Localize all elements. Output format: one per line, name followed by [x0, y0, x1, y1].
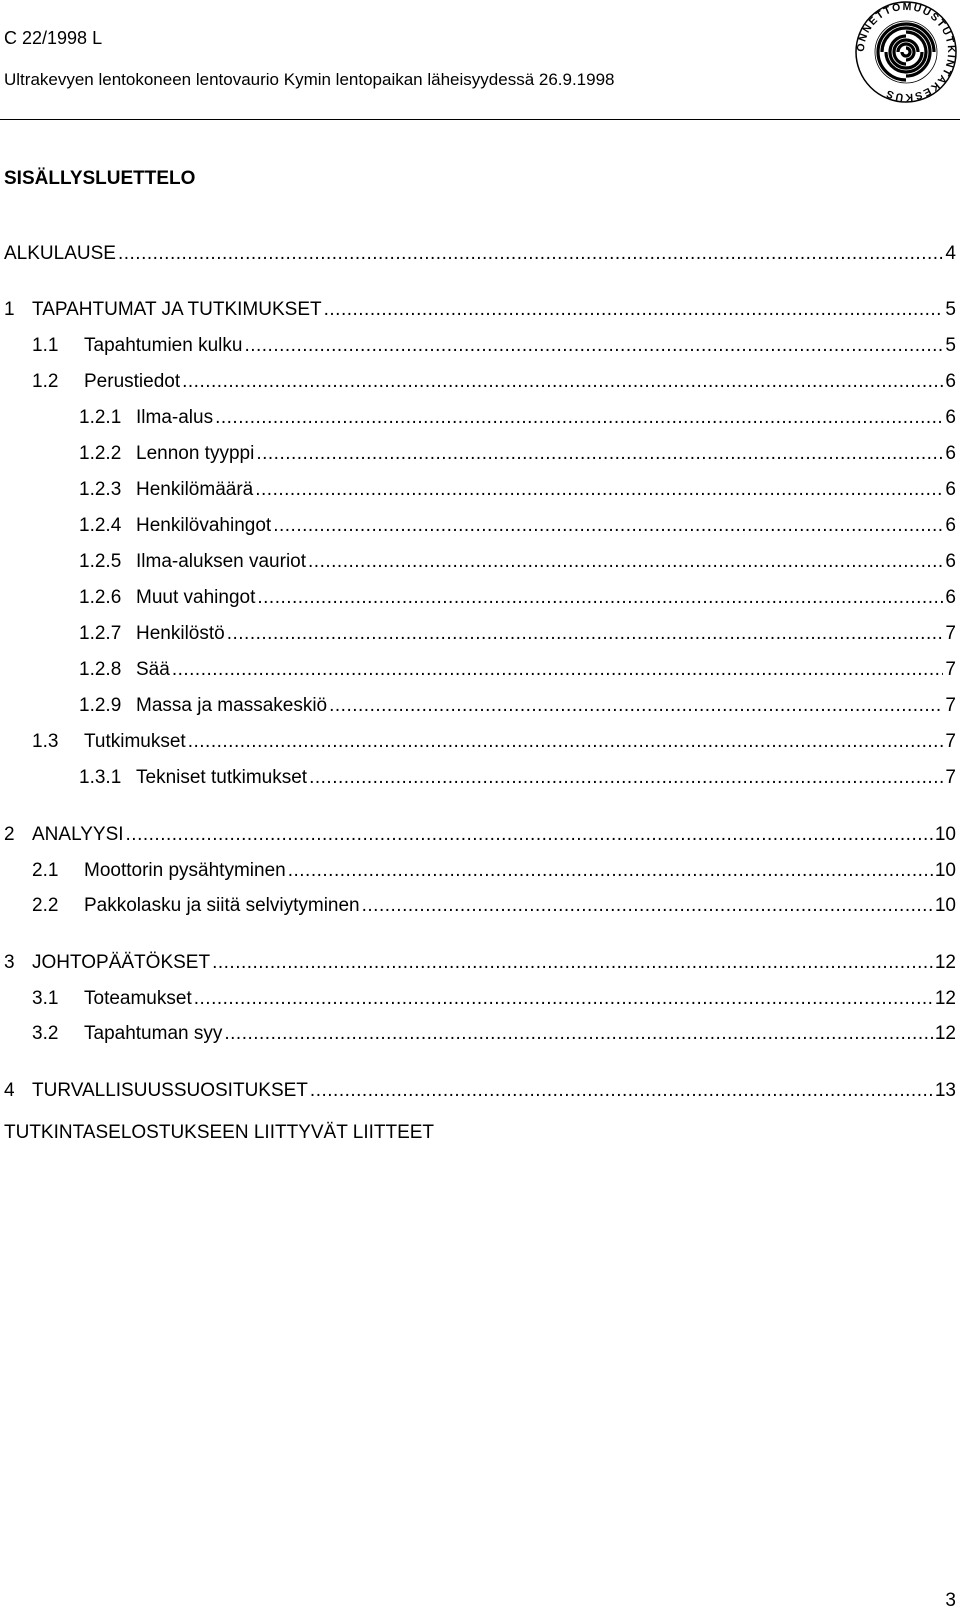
toc-entry-leader-dots [309, 765, 943, 791]
toc-entry-title: Moottorin pysähtyminen [84, 860, 286, 881]
toc-entry-leader-dots [324, 297, 944, 323]
toc-entry-title: ANALYYSI [32, 824, 124, 845]
toc-entry-leader-dots [256, 441, 943, 467]
toc-entry-line [84, 986, 933, 1012]
toc-entry-leader-dots [194, 986, 933, 1012]
toc-entry [0, 950, 960, 976]
toc-entry-leader-dots [310, 1078, 933, 1104]
toc-entry-page: 7 [945, 731, 956, 752]
toc-entry-number: 1 [4, 299, 15, 320]
toc-entry-title: ALKULAUSE [4, 243, 116, 264]
toc-entry-page: 4 [945, 243, 956, 264]
toc-entry-page: 12 [934, 988, 956, 1009]
toc-entry-number: 3 [4, 952, 15, 973]
toc-entry [0, 441, 960, 467]
toc-entry-line [4, 241, 943, 267]
logo-text: ONNETTOMUUSTUTKINTAKESKUS [854, 0, 958, 104]
toc-entry-page: 5 [945, 299, 956, 320]
toc-entry-line [136, 765, 943, 791]
toc-entry-title: Henkilöstö [136, 623, 225, 644]
toc-entry-line [84, 1021, 933, 1047]
toc-entry [0, 621, 960, 647]
toc-entry-leader-dots [362, 893, 933, 919]
onnettomuustutkintakeskus-logo-icon [854, 0, 958, 104]
toc-entry-line [136, 513, 943, 539]
toc-entry-page: 6 [945, 587, 956, 608]
toc-entry-line [136, 693, 943, 719]
toc-entry-leader-dots [212, 950, 933, 976]
toc-entry-leader-dots [273, 513, 943, 539]
toc-entry-title: Tutkimukset [84, 731, 186, 752]
toc-appendix: TUTKINTASELOSTUKSEEN LIITTYVÄT LIITTEET [4, 1122, 435, 1143]
toc-entry-number: 1.2.6 [79, 587, 122, 608]
toc-entry-title: Ilma-aluksen vauriot [136, 551, 307, 572]
toc-entry-number: 1.2.9 [79, 695, 122, 716]
page-header [0, 0, 960, 122]
toc-entry-page: 10 [934, 860, 956, 881]
toc-entry [0, 1078, 960, 1104]
toc-entry-title: Perustiedot [84, 371, 181, 392]
toc-entry [0, 729, 960, 755]
toc-entry-number: 1.3.1 [79, 767, 122, 788]
toc-entry-title: Lennon tyyppi [136, 443, 255, 464]
toc-entry-number: 1.1 [32, 335, 59, 356]
toc-entry [0, 549, 960, 575]
toc-entry-leader-dots [329, 693, 943, 719]
toc-entry-leader-dots [188, 729, 944, 755]
toc-entry-line [32, 297, 943, 323]
toc-entry-leader-dots [126, 822, 933, 848]
toc-entry-line [136, 477, 943, 503]
toc-entry-line [32, 950, 933, 976]
toc-entry-number: 2 [4, 824, 15, 845]
toc-entry-leader-dots [257, 585, 943, 611]
toc-entry [0, 893, 960, 919]
toc-entry-number: 1.2.4 [79, 515, 122, 536]
toc-entry-title: Massa ja massakeskiö [136, 695, 328, 716]
toc-entry-title: Sää [136, 659, 170, 680]
toc-entry-number: 3.1 [32, 988, 59, 1009]
toc-entry-line [84, 333, 943, 359]
toc-entry-title: Muut vahingot [136, 587, 256, 608]
toc-entry-page: 6 [945, 371, 956, 392]
toc-entry-title: Tekniset tutkimukset [136, 767, 308, 788]
toc-entry-leader-dots [244, 333, 943, 359]
toc-entry-line [32, 822, 933, 848]
toc-entry-page: 10 [934, 824, 956, 845]
toc-entry-page: 6 [945, 551, 956, 572]
toc-entry-line [84, 858, 933, 884]
toc-entry-leader-dots [255, 477, 943, 503]
toc-entry-title: Pakkolasku ja siitä selviytyminen [84, 895, 360, 916]
toc-entry [0, 1021, 960, 1047]
toc-entry-title: Henkilövahingot [136, 515, 272, 536]
toc-entry-line [136, 549, 943, 575]
toc-entry-title: TURVALLISUUSSUOSITUKSET [32, 1080, 308, 1101]
toc-entry-page: 6 [945, 443, 956, 464]
toc-entry [0, 585, 960, 611]
toc-entry-title: Tapahtuman syy [84, 1023, 223, 1044]
toc-entry-line [84, 729, 943, 755]
toc-entry-page: 6 [945, 479, 956, 500]
toc-entry [0, 986, 960, 1012]
toc-entry [0, 477, 960, 503]
toc-entry-number: 1.2.1 [79, 407, 122, 428]
toc-entry-title: JOHTOPÄÄTÖKSET [32, 952, 211, 973]
toc-entry [0, 297, 960, 323]
report-code: C 22/1998 L [4, 28, 103, 48]
toc-entry [0, 405, 960, 431]
toc-entry-title: Toteamukset [84, 988, 192, 1009]
toc-entry [0, 333, 960, 359]
toc-entry [0, 858, 960, 884]
toc-entry-title: Henkilömäärä [136, 479, 254, 500]
toc-entry-title: Tapahtumien kulku [84, 335, 243, 356]
toc-entry-page: 7 [945, 695, 956, 716]
toc-entry-line [136, 657, 943, 683]
toc-entry-page: 7 [945, 767, 956, 788]
toc-entry [0, 241, 960, 267]
toc-entry-leader-dots [308, 549, 943, 575]
toc-entry-page: 12 [934, 952, 956, 973]
toc-entry-line [136, 441, 943, 467]
toc-entry-page: 5 [945, 335, 956, 356]
header-rule [0, 119, 960, 120]
toc-entry-leader-dots [215, 405, 943, 431]
toc-entry-number: 1.2.8 [79, 659, 122, 680]
toc-entry-number: 1.2.2 [79, 443, 122, 464]
toc-entry-page: 12 [934, 1023, 956, 1044]
toc-entry-line [136, 621, 943, 647]
toc-entry-number: 4 [4, 1080, 15, 1101]
toc-entry-line [136, 585, 943, 611]
toc-entry-leader-dots [182, 369, 943, 395]
toc-entry-number: 2.1 [32, 860, 59, 881]
toc-entry-leader-dots [288, 858, 933, 884]
toc-entry-leader-dots [118, 241, 943, 267]
toc-entry-leader-dots [172, 657, 944, 683]
toc-entry-leader-dots [227, 621, 944, 647]
toc-entry-number: 1.2.3 [79, 479, 122, 500]
toc-heading: SISÄLLYSLUETTELO [4, 168, 196, 189]
toc-entry-number: 1.2 [32, 371, 59, 392]
toc-entry-page: 7 [945, 623, 956, 644]
toc-entry-page: 6 [945, 515, 956, 536]
toc-entry-page: 10 [934, 895, 956, 916]
toc-entry-number: 1.3 [32, 731, 59, 752]
toc-entry-leader-dots [224, 1021, 933, 1047]
toc-entry-line [84, 893, 933, 919]
toc-entry [0, 693, 960, 719]
toc-entry-number: 1.2.7 [79, 623, 122, 644]
toc-entry-number: 3.2 [32, 1023, 59, 1044]
toc-entry [0, 822, 960, 848]
toc-entry [0, 369, 960, 395]
toc-entry-number: 2.2 [32, 895, 59, 916]
toc-entry [0, 657, 960, 683]
toc-entry-title: TAPAHTUMAT JA TUTKIMUKSET [32, 299, 322, 320]
toc-entry-page: 13 [934, 1080, 956, 1101]
toc-entry-line [32, 1078, 933, 1104]
toc-entry-line [136, 405, 943, 431]
toc-entry-title: Ilma-alus [136, 407, 214, 428]
page-number: 3 [945, 1590, 956, 1611]
toc-entry-number: 1.2.5 [79, 551, 122, 572]
toc-entry [0, 513, 960, 539]
toc-entry-page: 6 [945, 407, 956, 428]
toc-entry [0, 765, 960, 791]
toc-entry-line [84, 369, 943, 395]
toc-entry-page: 7 [945, 659, 956, 680]
report-subtitle: Ultrakevyen lentokoneen lentovaurio Kymin lentopaikan läheisyydessä 26.9.1998 [4, 70, 615, 89]
